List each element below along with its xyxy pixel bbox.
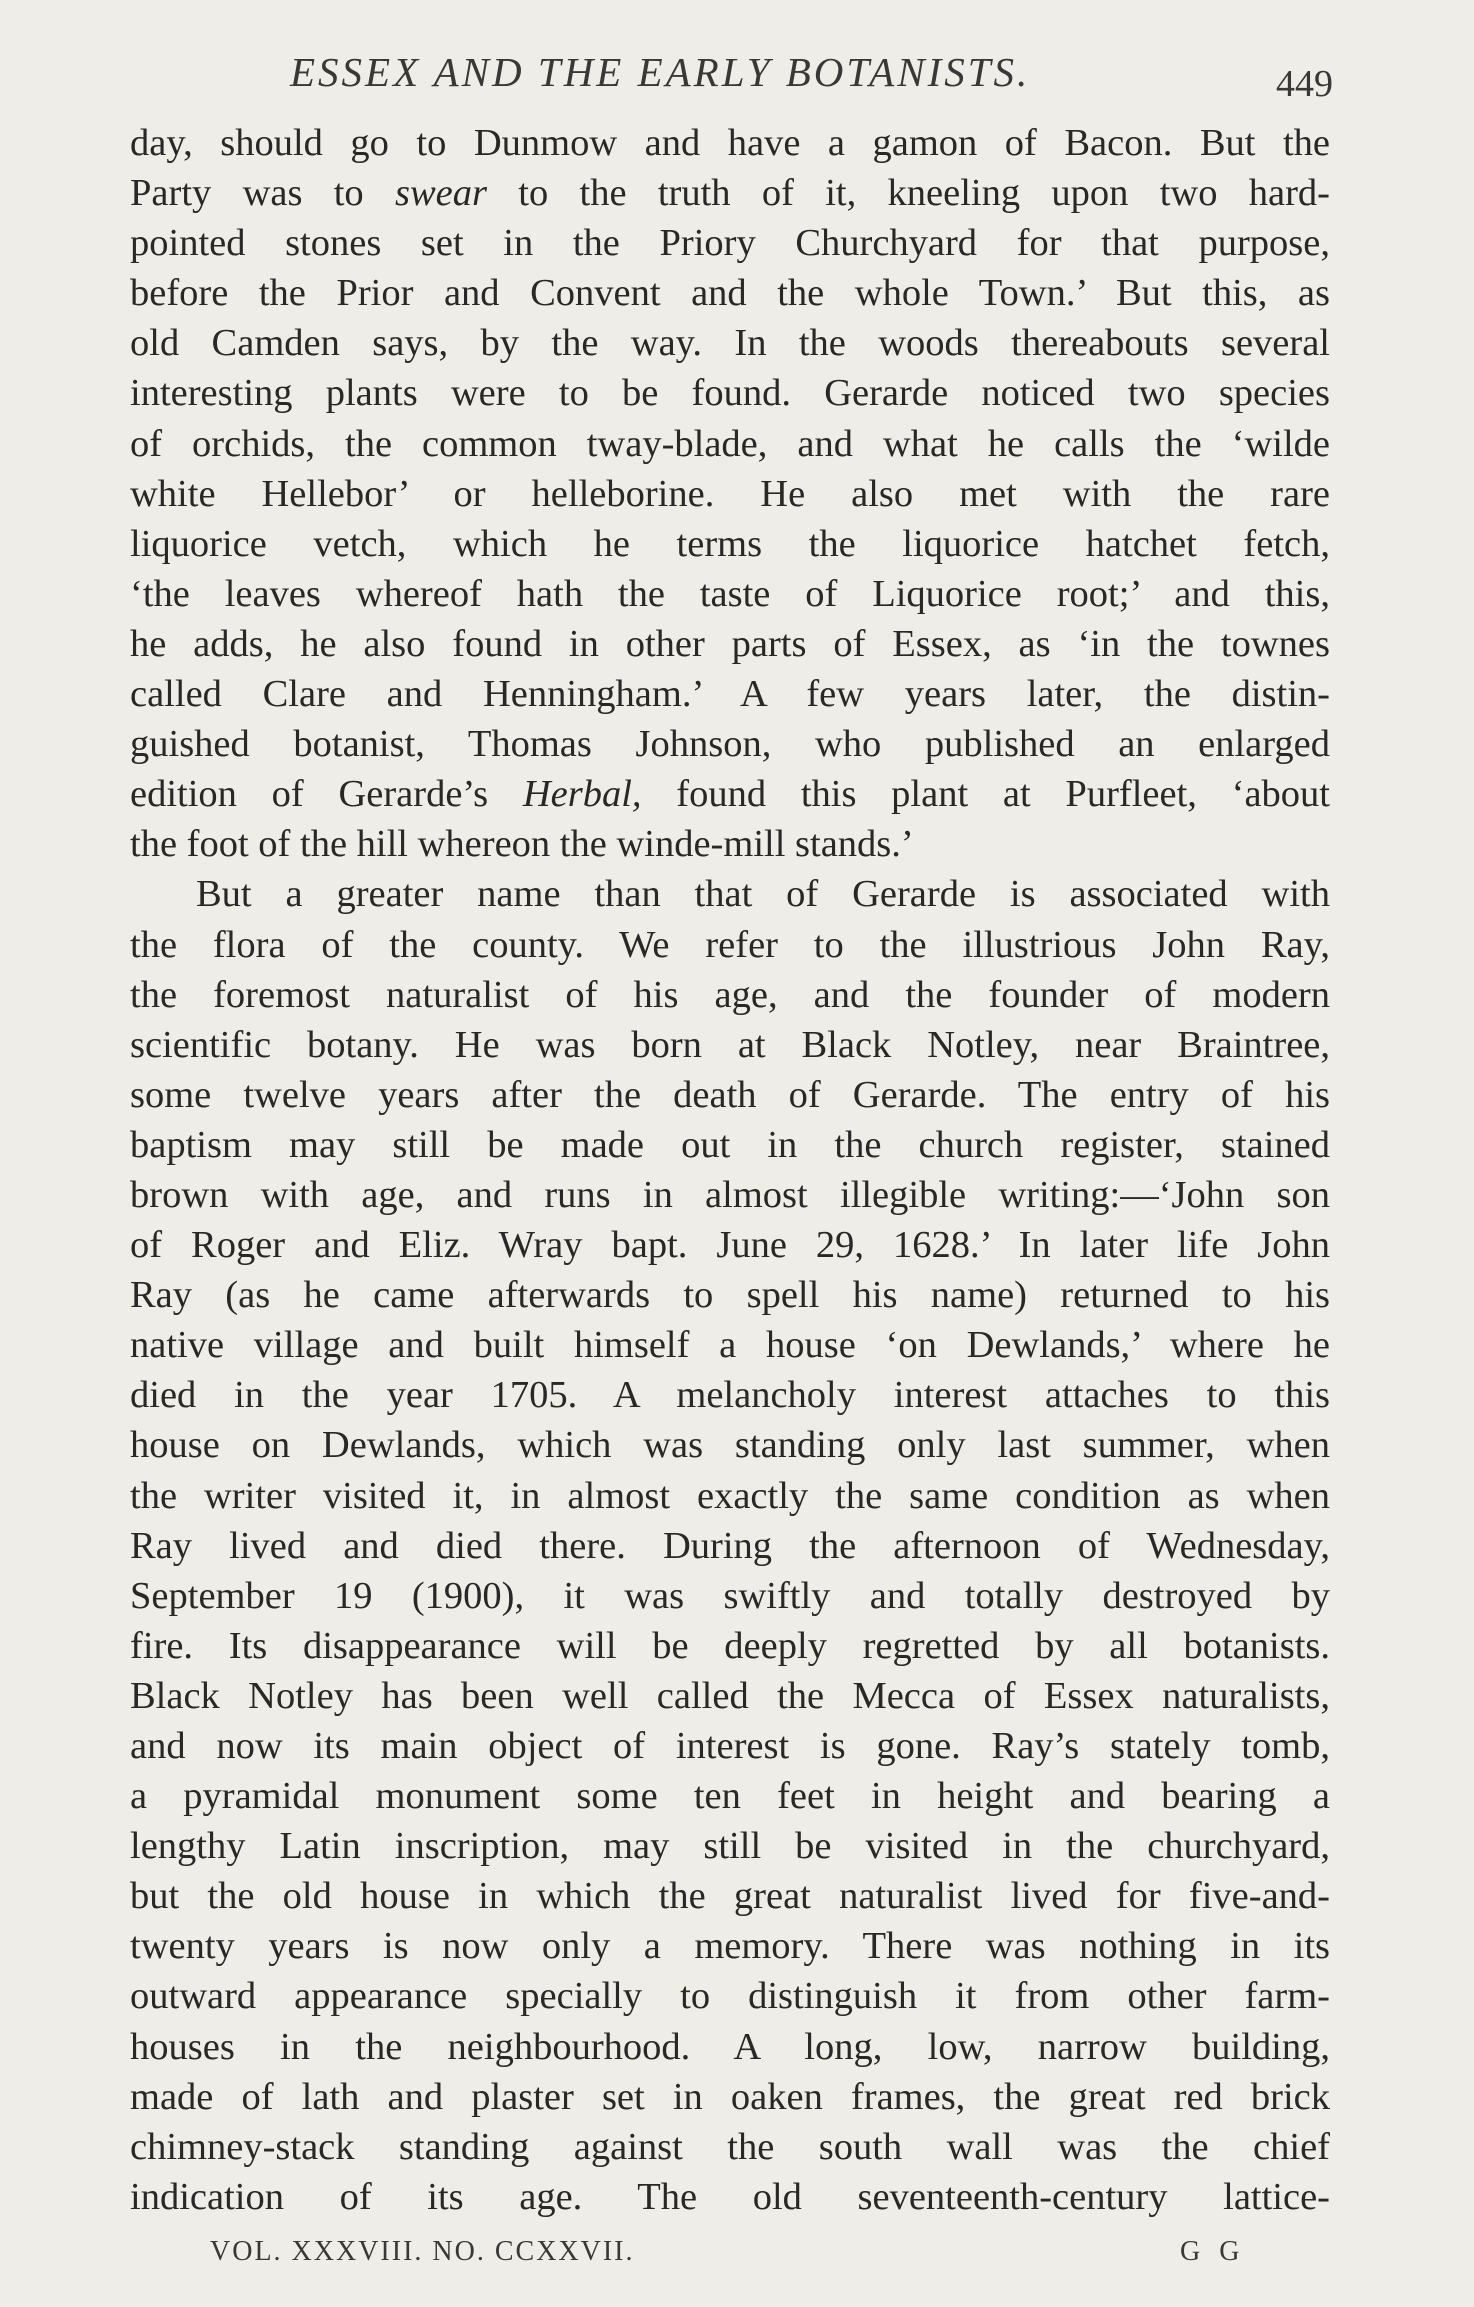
- text-line: [130, 168, 1330, 218]
- text-run: made of lath and plaster set in oaken frames, the great red brick: [130, 2075, 1330, 2118]
- text-run: native village and built himself a house ‘on Dewlands,’ where he: [130, 1324, 1330, 1367]
- text-run: the writer visited it, in almost exactly the same condition as when: [130, 1474, 1330, 1517]
- text-line: [130, 1070, 1330, 1120]
- text-line: [130, 1320, 1330, 1370]
- text-line: [130, 769, 1330, 819]
- text-run: day, should go to Dunmow and have a gamon of Bacon. But the: [130, 122, 1330, 164]
- body-text: [130, 118, 1330, 2222]
- text-line: [130, 1571, 1330, 1621]
- text-line: [130, 970, 1330, 1020]
- text-line: [130, 1120, 1330, 1170]
- text-run: and now its main object of interest is gone. Ray’s stately tomb,: [130, 1725, 1330, 1767]
- text-line: [130, 1270, 1330, 1320]
- text-run: Ray (as he came afterwards to spell his name) returned to his: [130, 1274, 1330, 1317]
- text-run: pointed stones set in the Priory Churchyard for that purpose,: [130, 222, 1330, 265]
- text-run: but the old house in which the great naturalist lived for five-and-: [130, 1875, 1330, 1918]
- text-run: of Roger and Eliz. Wray bapt. June 29, 1628.’ In later life John: [130, 1224, 1330, 1267]
- text-line: [130, 368, 1330, 418]
- text-line: [130, 719, 1330, 769]
- text-line: [130, 819, 1330, 869]
- text-run: scientific botany. He was born at Black Notley, near Braintree,: [130, 1023, 1330, 1066]
- text-line: [130, 1771, 1330, 1821]
- text-line: [130, 268, 1330, 318]
- text-line: [130, 619, 1330, 669]
- text-line: [130, 318, 1330, 368]
- text-line: [130, 1220, 1330, 1270]
- text-run: lengthy Latin inscription, may still be visited in the churchyard,: [130, 1825, 1330, 1868]
- text-line: [130, 1020, 1330, 1070]
- signature-mark: G G: [1180, 2236, 1246, 2267]
- text-line: [130, 2072, 1330, 2122]
- text-line: [130, 1170, 1330, 1220]
- text-run: interesting plants were to be found. Gerarde noticed two species: [130, 372, 1330, 415]
- text-run: the foremost naturalist of his age, and the founder of modern: [130, 973, 1330, 1016]
- text-line: [130, 2172, 1330, 2222]
- text-line: [130, 1821, 1330, 1871]
- text-run: some twelve years after the death of Gerarde. The entry of his: [130, 1073, 1330, 1116]
- text-run: house on Dewlands, which was standing only last summer, when: [130, 1424, 1330, 1467]
- page-number: 449: [1276, 63, 1333, 105]
- text-line: [130, 1420, 1330, 1470]
- text-line: [130, 669, 1330, 719]
- text-run: But a greater name than that of Gerarde is associated with: [196, 873, 1330, 916]
- text-run: liquorice vetch, which he terms the liquorice hatchet fetch,: [130, 522, 1330, 565]
- text-line: [130, 1971, 1330, 2021]
- text-run: died in the year 1705. A melancholy interest attaches to this: [130, 1374, 1330, 1417]
- text-run: chimney-stack standing against the south wall was the chief: [130, 2125, 1330, 2168]
- text-line: [130, 2122, 1330, 2172]
- text-run: outward appearance specially to distinguish it from other farm-: [130, 1975, 1330, 2018]
- text-line: [130, 419, 1330, 469]
- text-line: [130, 1671, 1330, 1721]
- text-line: [130, 469, 1330, 519]
- text-run: Party was to: [130, 172, 395, 215]
- text-run: old Camden says, by the way. In the woods thereabouts several: [130, 322, 1330, 365]
- text-run: ‘the leaves whereof hath the taste of Liquorice root;’ and this,: [130, 572, 1330, 615]
- text-run: fire. Its disappearance will be deeply regretted by all botanists.: [130, 1624, 1330, 1667]
- text-run: September 19 (1900), it was swiftly and totally destroyed by: [130, 1574, 1330, 1617]
- text-line: [130, 218, 1330, 268]
- text-run: baptism may still be made out in the church register, stained: [130, 1123, 1330, 1166]
- text-run: white Hellebor’ or helleborine. He also met with the rare: [130, 472, 1330, 515]
- text-line: [130, 1471, 1330, 1521]
- text-line: [130, 519, 1330, 569]
- italic-text: swear: [394, 172, 487, 215]
- text-line: [130, 1721, 1330, 1771]
- text-line: [130, 1871, 1330, 1921]
- text-run: indication of its age. The old seventeenth-century lattice-: [130, 2175, 1330, 2218]
- text-line: [130, 1521, 1330, 1571]
- text-line: [130, 920, 1330, 970]
- text-run: edition of Gerarde’s: [130, 773, 523, 816]
- text-run: before the Prior and Convent and the whole Town.’ But this, as: [130, 272, 1330, 315]
- text-run: houses in the neighbourhood. A long, low, narrow building,: [130, 2025, 1330, 2068]
- text-line: [130, 1621, 1330, 1671]
- running-title: ESSEX AND THE EARLY BOTANISTS.: [290, 49, 1031, 95]
- text-run: called Clare and Henningham.’ A few years later, the distin-: [130, 673, 1330, 716]
- text-run: Black Notley has been well called the Mecca of Essex naturalists,: [130, 1674, 1330, 1717]
- volume-signature: VOL. XXXVIII. NO. CCXXVII.: [210, 2236, 635, 2267]
- text-run: twenty years is now only a memory. There was nothing in its: [130, 1925, 1330, 1968]
- text-run: of orchids, the common tway-blade, and what he calls the ‘wilde: [130, 422, 1330, 465]
- italic-text: Herbal,: [522, 773, 642, 816]
- text-line: [130, 1921, 1330, 1971]
- text-run: he adds, he also found in other parts of Essex, as ‘in the townes: [130, 622, 1330, 665]
- text-line: [130, 2022, 1330, 2072]
- text-run: Ray lived and died there. During the afternoon of Wednesday,: [130, 1524, 1330, 1567]
- text-line: [130, 118, 1330, 168]
- text-line: [130, 869, 1330, 919]
- text-run: guished botanist, Thomas Johnson, who published an enlarged: [130, 723, 1330, 766]
- text-run: a pyramidal monument some ten feet in height and bearing a: [130, 1775, 1330, 1818]
- text-line: [130, 1370, 1330, 1420]
- text-run: found this plant at Purfleet, ‘about: [641, 773, 1330, 816]
- text-run: the flora of the county. We refer to the illustrious John Ray,: [130, 923, 1330, 966]
- text-run: to the truth of it, kneeling upon two hard-: [486, 172, 1330, 215]
- text-run: the foot of the hill whereon the winde-mill stands.’: [130, 823, 914, 866]
- text-run: brown with age, and runs in almost illegible writing:—‘John son: [130, 1173, 1330, 1216]
- text-line: [130, 569, 1330, 619]
